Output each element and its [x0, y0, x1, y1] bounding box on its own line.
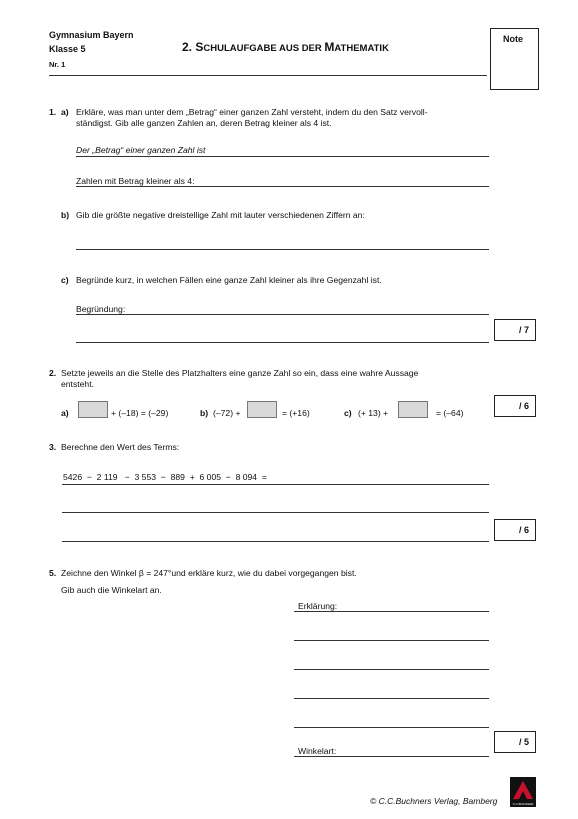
q3-number: 3.: [49, 442, 57, 452]
q5-answer-line3[interactable]: [294, 669, 489, 670]
title-word2: ATHEMATIK: [334, 43, 389, 54]
grade-box[interactable]: [490, 28, 539, 90]
q1c-answer-line1[interactable]: [76, 314, 489, 315]
q2c-expression-left: (+ 13) +: [358, 408, 389, 418]
grade-label: Note: [503, 34, 523, 44]
title-m: M: [324, 40, 335, 54]
q2-points-box[interactable]: / 6: [494, 395, 536, 417]
q1a-answer-line1[interactable]: [76, 156, 489, 157]
q3-term: 5426 − 2 119 − 3 553 − 889 + 6 005 − 8 094 =: [63, 472, 267, 482]
q1a-answer-line2[interactable]: [76, 186, 489, 187]
copyright: © C.C.Buchners Verlag, Bamberg: [370, 796, 498, 806]
q1a-text-line1: Erkläre, was man unter dem „Betrag“ einer ganzen Zahl versteht, indem du den Satz vervoll-: [76, 107, 428, 117]
q2b-placeholder[interactable]: [247, 401, 277, 418]
q1c-label: c): [61, 275, 69, 285]
q5-number: 5.: [49, 568, 57, 578]
q2c-label: c): [344, 408, 352, 418]
school-name: Gymnasium Bayern: [49, 30, 134, 40]
q1b-text: Gib die größte negative dreistellige Zahl mit lauter verschiedenen Ziffern an:: [76, 210, 365, 220]
q2b-expression-right: = (+16): [282, 408, 310, 418]
publisher-logo: [510, 777, 536, 807]
q1-points-box[interactable]: / 7: [494, 319, 536, 341]
publisher-logo-text: C.C.BUCHNER: [512, 802, 534, 806]
title-prefix: 2. S: [182, 40, 204, 54]
page-title: [182, 40, 389, 54]
header-divider: [49, 75, 487, 76]
q2b-label: b): [200, 408, 209, 418]
q5-answer-line1[interactable]: [294, 611, 489, 612]
q5-answer-line5[interactable]: [294, 727, 489, 728]
q1c-answer-line2[interactable]: [76, 342, 489, 343]
q1b-answer-line[interactable]: [76, 249, 489, 250]
title-word1: CHULAUFGABE AUS DER: [203, 43, 325, 54]
exam-number: Nr. 1: [49, 60, 66, 69]
q3-answer-line3[interactable]: [62, 541, 489, 542]
q1b-label: b): [61, 210, 70, 220]
q3-points-box[interactable]: / 6: [494, 519, 536, 541]
q5-text-line2: Gib auch die Winkelart an.: [61, 585, 162, 595]
q5-explanation-prompt: Erklärung:: [298, 601, 338, 611]
q1c-text: Begründe kurz, in welchen Fällen eine ganze Zahl kleiner als ihre Gegenzahl ist.: [76, 275, 382, 285]
q5-points-box[interactable]: / 5: [494, 731, 536, 753]
q1c-answer-prompt: Begründung:: [76, 304, 126, 314]
q5-angle-type-line[interactable]: [294, 756, 489, 757]
q1-number: 1.: [49, 107, 57, 117]
q2a-label: a): [61, 408, 69, 418]
class-label: Klasse 5: [49, 44, 86, 54]
q3-answer-line1[interactable]: [62, 484, 489, 485]
q1a-answer-prompt2: Zahlen mit Betrag kleiner als 4:: [76, 176, 195, 186]
q2c-placeholder[interactable]: [398, 401, 428, 418]
q3-text: Berechne den Wert des Terms:: [61, 442, 180, 452]
q5-angle-type-prompt: Winkelart:: [298, 746, 337, 756]
q2b-expression-left: (–72) +: [213, 408, 241, 418]
q2c-expression-right: = (–64): [436, 408, 464, 418]
q2a-expression: + (–18) = (–29): [111, 408, 169, 418]
q2-text-line1: Setzte jeweils an die Stelle des Platzhalters eine ganze Zahl so ein, dass eine wahre Aussage: [61, 368, 419, 378]
q2-text-line2: entsteht.: [61, 379, 94, 389]
q1a-text-line2: ständigst. Gib alle ganzen Zahlen an, deren Betrag kleiner als 4 ist.: [76, 118, 332, 128]
q2-number: 2.: [49, 368, 57, 378]
q1a-answer-prompt1: Der „Betrag“ einer ganzen Zahl ist: [76, 145, 206, 155]
q5-answer-line2[interactable]: [294, 640, 489, 641]
q3-answer-line2[interactable]: [62, 512, 489, 513]
q5-answer-line4[interactable]: [294, 698, 489, 699]
q2a-placeholder[interactable]: [78, 401, 108, 418]
q5-text-line1: Zeichne den Winkel β = 247°und erkläre kurz, wie du dabei vorgegangen bist.: [61, 568, 357, 578]
q1a-label: a): [61, 107, 69, 117]
